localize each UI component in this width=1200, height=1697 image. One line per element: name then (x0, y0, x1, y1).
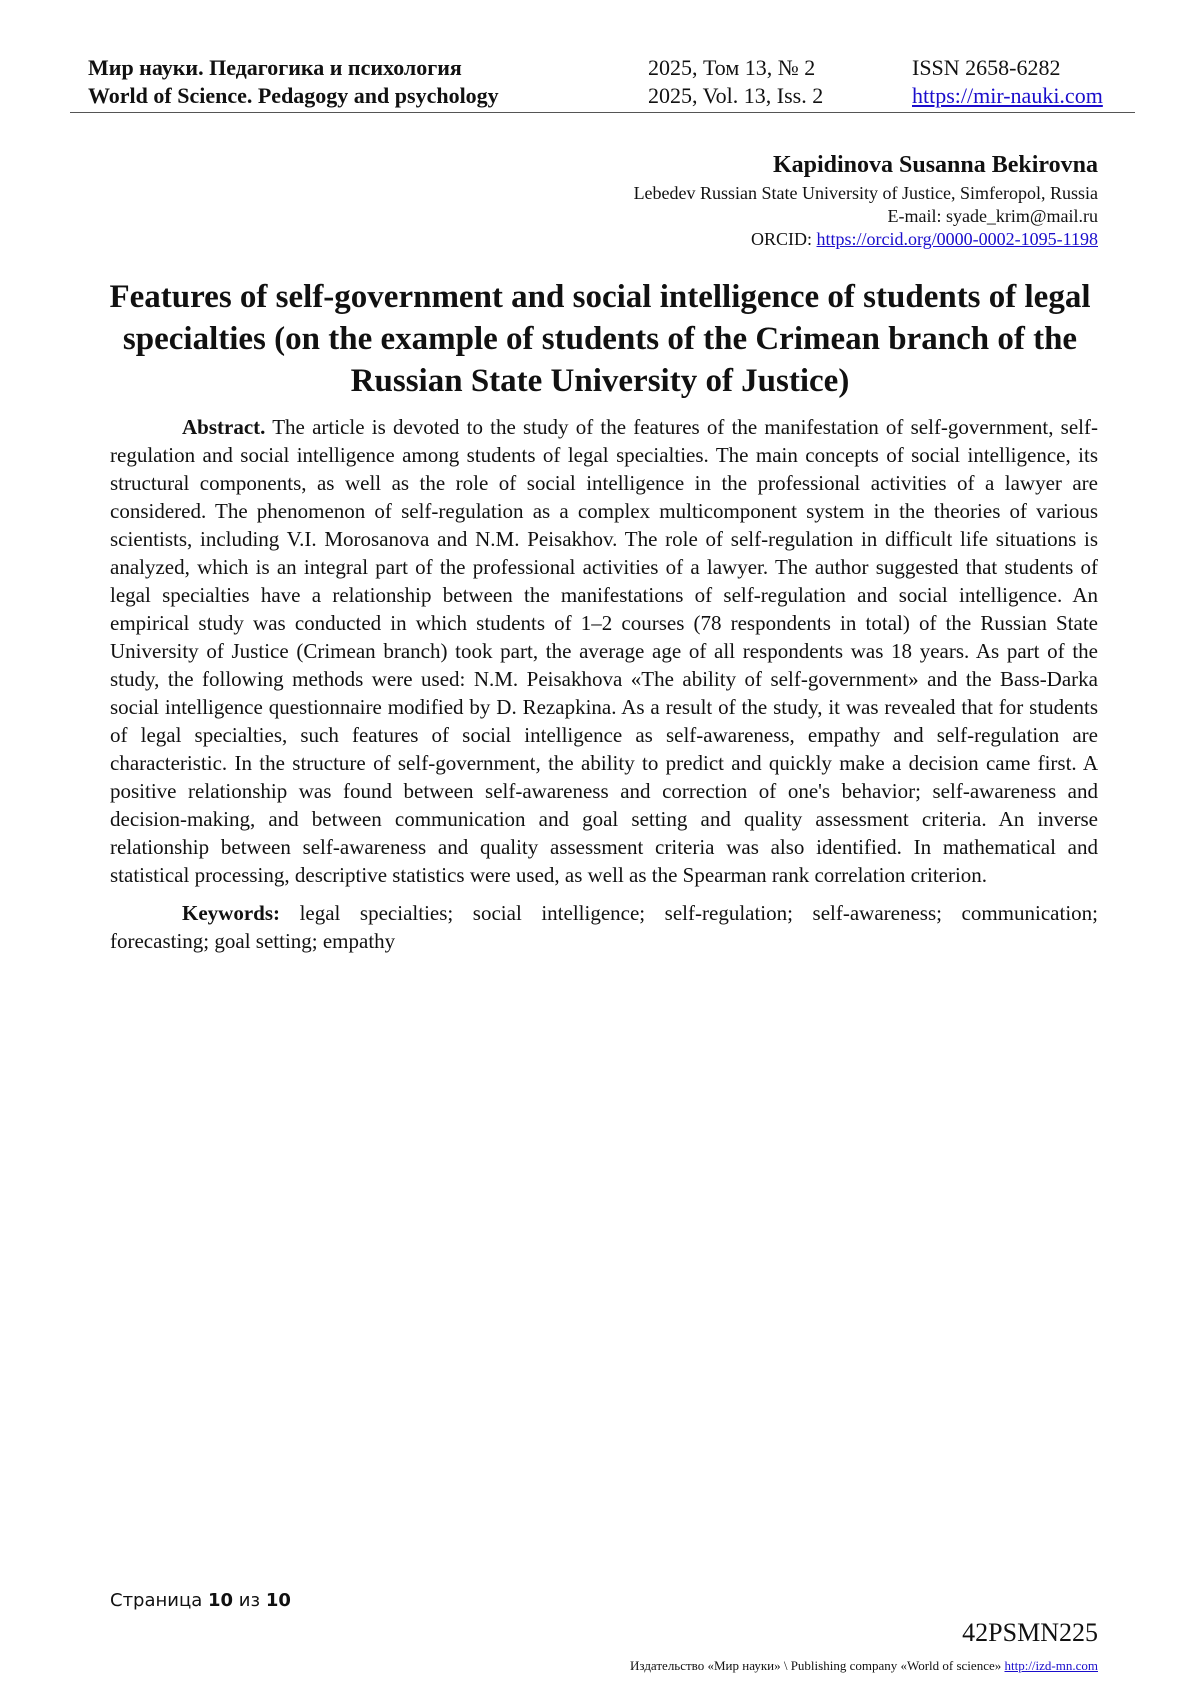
issn-block (912, 54, 1103, 110)
page-separator: из (238, 1590, 261, 1611)
author-affiliation: Lebedev Russian State University of Justice, Simferopol, Russia (633, 183, 1098, 203)
publisher-name: Издательство «Мир науки» \ Publishing company «World of science» (630, 1658, 1002, 1673)
orcid-label: ORCID: (751, 229, 813, 249)
publisher-link[interactable]: http://izd-mn.com (1004, 1658, 1098, 1673)
keywords-text: legal specialties; social intelligence; self-regulation; self-awareness; communication; forecasting; goal setting; empathy (110, 901, 1098, 953)
abstract-text: The article is devoted to the study of the features of the manifestation of self-government, self-regulation and social intelligence among students of legal specialties. The main concepts of social intelligence, its structural components, as well as the role of social intelligence in the professional activities of a lawyer are considered. The phenomenon of self-regulation as a complex multicomponent system in the theories of various scientists, including V.I. Morosanova and N.M. Peisakhov. The role of self-regulation in difficult life situations is analyzed, which is an integral part of the professional activities of a lawyer. The author suggested that students of legal specialties have a relationship between the manifestations of self-regulation and social intelligence. An empirical study was conducted in which students of 1–2 courses (78 respondents in total) of the Russian State University of Justice (Crimean branch) took part, the average age of all respondents was 18 years. As part of the study, the following methods were used: N.M. Peisakhova «The ability of self-government» and the Bass-Darka social intelligence questionnaire modified by D. Rezapkina. As a result of the study, it was revealed that for students of legal specialties, such features of social intelligence as self-awareness, empathy and self-regulation are characteristic. In the structure of self-government, the ability to predict and quickly make a decision came first. A positive relationship was found between self-awareness and correction of one's behavior; self-awareness and decision-making, and between communication and goal setting and quality assessment criteria. An inverse relationship between self-awareness and quality assessment criteria was also identified. In mathematical and statistical processing, descriptive statistics were used, as well as the Spearman rank correlation criterion. (110, 415, 1098, 887)
journal-title-ru: Мир науки. Педагогика и психология (88, 55, 462, 80)
page-current: 10 (208, 1590, 234, 1611)
author-block (634, 150, 1098, 251)
page-total: 10 (265, 1590, 291, 1611)
journal-site-link[interactable]: https://mir-nauki.com (912, 83, 1103, 108)
running-header (70, 50, 1135, 113)
author-name: Kapidinova Susanna Bekirovna (772, 152, 1098, 178)
page-prefix: Страница (110, 1590, 203, 1611)
article-code: 42PSMN225 (962, 1618, 1098, 1647)
abstract-section (110, 413, 1098, 955)
issue-info (648, 54, 823, 110)
issue-info-ru: 2025, Том 13, № 2 (648, 55, 816, 80)
orcid-link[interactable]: https://orcid.org/0000-0002-1095-1198 (816, 229, 1098, 249)
publisher-line (630, 1658, 1098, 1674)
page-number (110, 1590, 291, 1611)
journal-title-en: World of Science. Pedagogy and psychology (88, 83, 499, 108)
journal-title (88, 54, 499, 110)
keywords-paragraph (110, 899, 1098, 955)
author-orcid (634, 228, 1098, 251)
issn: ISSN 2658-6282 (912, 55, 1061, 80)
abstract-paragraph (110, 413, 1098, 889)
abstract-label: Abstract. (182, 415, 266, 439)
author-email: E-mail: syade_krim@mail.ru (887, 206, 1098, 226)
keywords-label: Keywords: (182, 901, 280, 925)
article-title: Features of self-government and social intelligence of students of legal specialties (on the example of students of the Crimean branch of the Russian State University of Justice) (109, 279, 1091, 399)
issue-info-en: 2025, Vol. 13, Iss. 2 (648, 83, 824, 108)
